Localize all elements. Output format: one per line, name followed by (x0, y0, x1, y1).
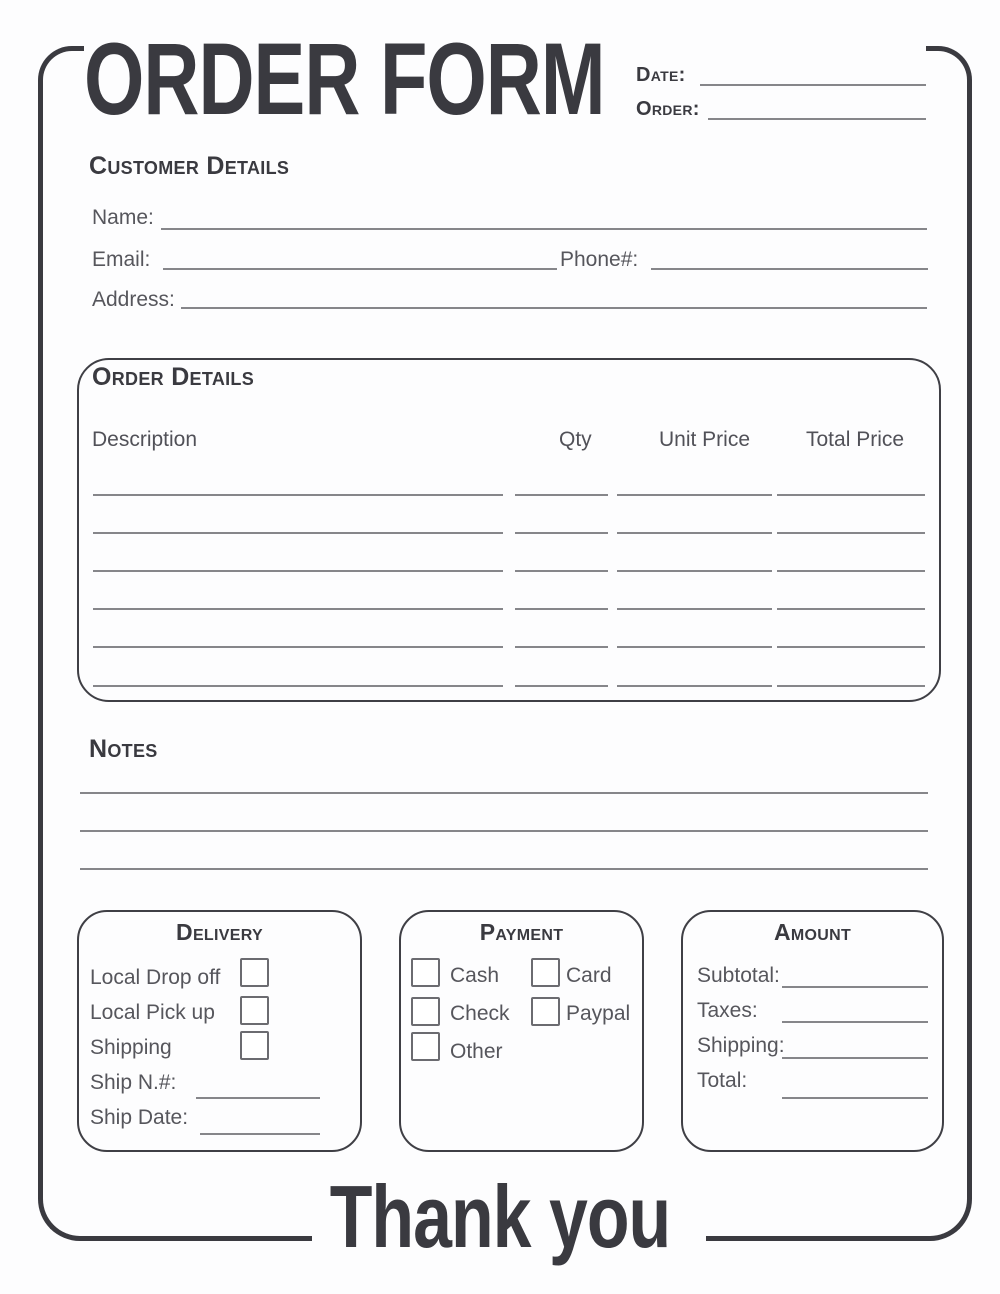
column-header-qty: Qty (559, 428, 592, 451)
delivery-heading: Delivery (176, 919, 263, 945)
column-header-total-price: Total Price (806, 428, 905, 451)
order-table-row (93, 685, 925, 687)
payment-box (399, 910, 644, 1152)
shipping-input-line[interactable] (782, 1057, 928, 1059)
notes-line[interactable] (80, 868, 928, 870)
order-line-total-price[interactable] (777, 532, 925, 534)
shipping-amount-label: Shipping: (697, 1034, 785, 1057)
checkbox-local-pick-up[interactable] (240, 996, 269, 1025)
frame-side-left (38, 80, 43, 1195)
delivery-option-label-local-drop-off: Local Drop off (90, 966, 221, 989)
ship-number-input-line[interactable] (196, 1097, 320, 1099)
checkbox-other[interactable] (411, 1032, 440, 1061)
order-line-unit-price[interactable] (617, 608, 772, 610)
notes-heading: Notes (89, 735, 158, 763)
order-line-total-price[interactable] (777, 608, 925, 610)
order-line-unit-price[interactable] (617, 494, 772, 496)
checkbox-cash[interactable] (411, 958, 440, 987)
payment-option-label-paypal: Paypal (566, 1002, 631, 1025)
order-line-qty[interactable] (515, 608, 608, 610)
checkbox-check[interactable] (411, 997, 440, 1026)
subtotal-label: Subtotal: (697, 964, 780, 987)
payment-option-label-card: Card (566, 964, 612, 987)
date-label: Date: (636, 64, 686, 86)
order-line-description[interactable] (93, 494, 503, 496)
order-line-description[interactable] (93, 646, 503, 648)
order-line-description[interactable] (93, 570, 503, 572)
checkbox-local-drop-off[interactable] (240, 958, 269, 987)
order-number-label: Order: (636, 98, 700, 120)
payment-option-label-other: Other (450, 1040, 503, 1063)
email-label: Email: (92, 248, 151, 271)
name-input-line[interactable] (161, 228, 927, 230)
order-line-qty[interactable] (515, 570, 608, 572)
taxes-label: Taxes: (697, 999, 758, 1022)
payment-heading: Payment (479, 919, 564, 945)
email-input-line[interactable] (163, 268, 557, 270)
order-table-row (93, 570, 925, 572)
order-line-qty[interactable] (515, 532, 608, 534)
order-line-description[interactable] (93, 608, 503, 610)
phone-label: Phone#: (560, 248, 639, 271)
address-input-line[interactable] (181, 307, 927, 309)
phone-input-line[interactable] (651, 268, 928, 270)
column-header-description: Description (92, 428, 198, 451)
order-line-unit-price[interactable] (617, 570, 772, 572)
date-input-line[interactable] (700, 84, 926, 86)
order-line-unit-price[interactable] (617, 532, 772, 534)
order-table-row (93, 608, 925, 610)
ship-date-input-line[interactable] (200, 1133, 320, 1135)
order-line-qty[interactable] (515, 494, 608, 496)
order-line-total-price[interactable] (777, 685, 925, 687)
order-details-heading: Order Details (92, 363, 255, 391)
order-table-row (93, 532, 925, 534)
order-line-description[interactable] (93, 685, 503, 687)
form-title: ORDER FORM (84, 21, 605, 136)
delivery-option-label-shipping: Shipping (90, 1036, 172, 1059)
order-line-unit-price[interactable] (617, 646, 772, 648)
order-table-row (93, 494, 925, 496)
order-line-description[interactable] (93, 532, 503, 534)
order-table-row (93, 646, 925, 648)
payment-option-label-check: Check (450, 1002, 510, 1025)
frame-side-right (967, 80, 972, 1195)
payment-option-label-cash: Cash (450, 964, 500, 987)
thank-you-text: Thank you (329, 1169, 671, 1267)
order-line-total-price[interactable] (777, 646, 925, 648)
taxes-input-line[interactable] (782, 1021, 928, 1023)
total-input-line[interactable] (782, 1097, 928, 1099)
notes-line[interactable] (80, 830, 928, 832)
ship-date-label: Ship Date: (90, 1106, 189, 1129)
amount-heading: Amount (773, 919, 852, 945)
customer-details-heading: Customer Details (89, 152, 290, 180)
order-line-qty[interactable] (515, 685, 608, 687)
amount-box (681, 910, 944, 1152)
checkbox-paypal[interactable] (531, 997, 560, 1026)
frame-corner-top-left (38, 46, 84, 102)
address-label: Address: (92, 288, 175, 311)
column-header-unit-price: Unit Price (659, 428, 751, 451)
order-line-total-price[interactable] (777, 494, 925, 496)
frame-corner-top-right (926, 46, 972, 102)
name-label: Name: (92, 206, 154, 229)
subtotal-input-line[interactable] (782, 986, 928, 988)
delivery-option-label-local-pick-up: Local Pick up (90, 1001, 215, 1024)
total-label: Total: (697, 1069, 748, 1092)
order-details-box (77, 358, 941, 702)
ship-number-label: Ship N.#: (90, 1071, 177, 1094)
order-line-unit-price[interactable] (617, 685, 772, 687)
order-line-total-price[interactable] (777, 570, 925, 572)
order-number-input-line[interactable] (708, 118, 926, 120)
order-line-qty[interactable] (515, 646, 608, 648)
checkbox-shipping[interactable] (240, 1031, 269, 1060)
checkbox-card[interactable] (531, 958, 560, 987)
notes-line[interactable] (80, 792, 928, 794)
